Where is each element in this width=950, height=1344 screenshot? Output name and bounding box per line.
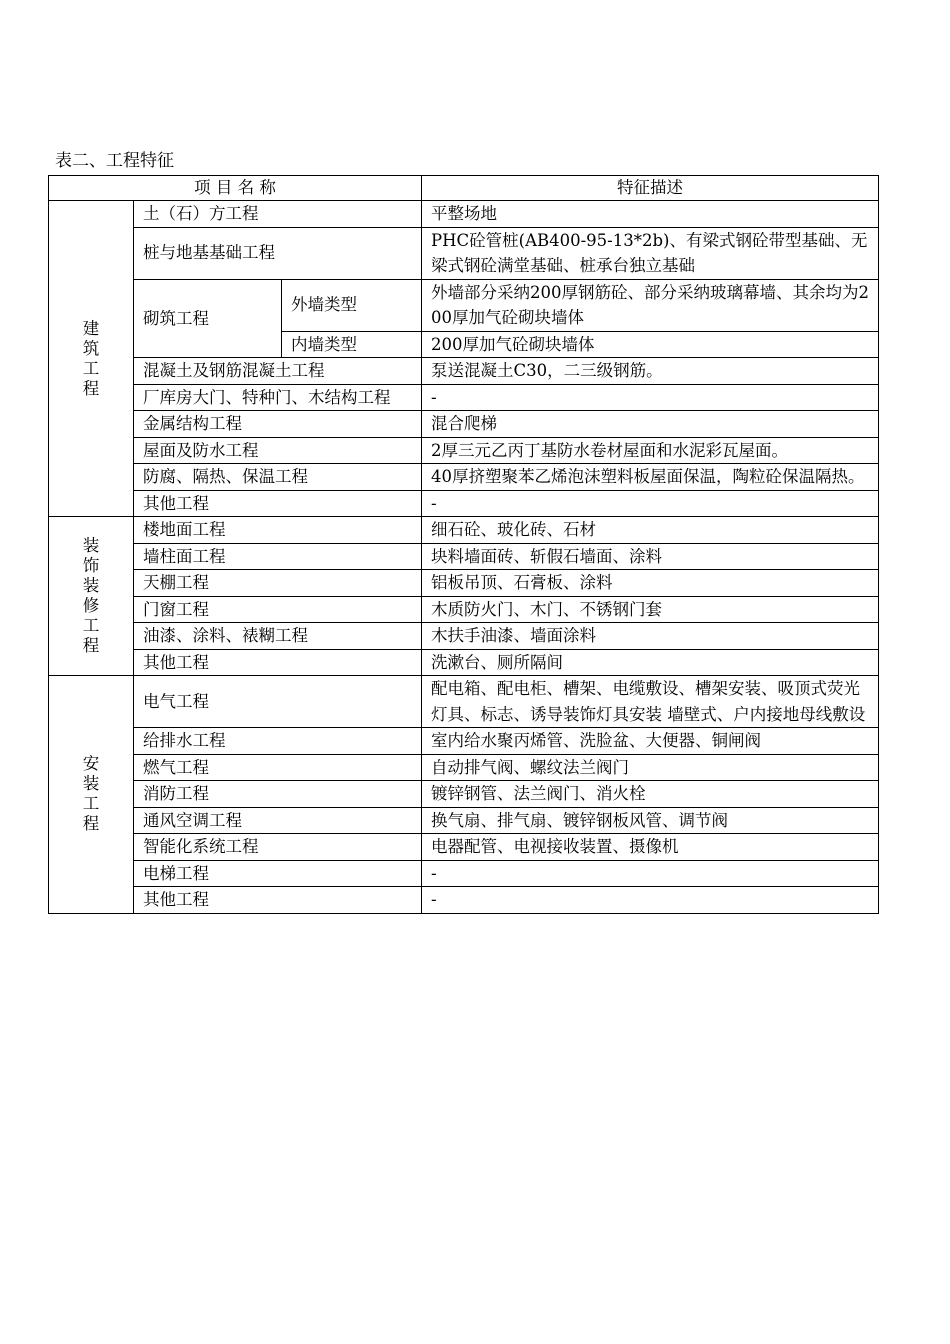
category-char: 装 xyxy=(82,774,100,794)
category-char: 修 xyxy=(82,596,100,615)
item-desc: PHC砼管桩(AB400-95-13*2b)、有梁式钢砼带型基础、无梁式钢砼满堂基础、桩承台独立基础 xyxy=(422,227,879,279)
item-desc: 平整场地 xyxy=(422,201,879,228)
category-installation xyxy=(49,676,134,914)
table-row xyxy=(49,860,879,887)
table-row xyxy=(49,596,879,623)
category-char: 工 xyxy=(82,794,100,814)
category-char: 工 xyxy=(82,358,100,378)
item-name: 通风空调工程 xyxy=(134,807,422,834)
item-name: 消防工程 xyxy=(134,781,422,808)
category-char: 安 xyxy=(82,754,100,774)
item-desc: - xyxy=(422,860,879,887)
table-row xyxy=(49,384,879,411)
item-name: 土（石）方工程 xyxy=(134,201,422,228)
item-name: 楼地面工程 xyxy=(134,517,422,544)
category-char: 筑 xyxy=(82,338,100,358)
table-row xyxy=(49,781,879,808)
category-building xyxy=(49,201,134,517)
table-row xyxy=(49,570,879,597)
header-feature-desc: 特征描述 xyxy=(422,176,879,201)
category-char: 装 xyxy=(82,576,100,595)
item-name: 电梯工程 xyxy=(134,860,422,887)
item-name: 其他工程 xyxy=(134,649,422,676)
item-desc: 木扶手油漆、墙面涂料 xyxy=(422,623,879,650)
table-header-row xyxy=(49,176,879,201)
table-row xyxy=(49,834,879,861)
header-item-name: 项 目 名 称 xyxy=(49,176,422,201)
table-caption: 表二、工程特征 xyxy=(55,151,174,171)
table-row xyxy=(49,201,879,228)
item-name: 智能化系统工程 xyxy=(134,834,422,861)
table-row xyxy=(49,807,879,834)
table-row xyxy=(49,490,879,517)
table-row xyxy=(49,543,879,570)
project-features-table xyxy=(48,175,879,914)
item-desc: 外墙部分采纳200厚钢筋砼、部分采纳玻璃幕墙、其余均为200厚加气砼砌块墙体 xyxy=(422,279,879,331)
table-row xyxy=(49,676,879,728)
item-name: 砌筑工程 xyxy=(134,279,282,358)
item-desc: 200厚加气砼砌块墙体 xyxy=(422,331,879,358)
category-decoration xyxy=(49,517,134,676)
item-name: 屋面及防水工程 xyxy=(134,437,422,464)
sub-item-name: 内墙类型 xyxy=(282,331,422,358)
item-desc: - xyxy=(422,490,879,517)
item-name: 厂库房大门、特种门、木结构工程 xyxy=(134,384,422,411)
table-row xyxy=(49,649,879,676)
item-desc: 镀锌钢管、法兰阀门、消火栓 xyxy=(422,781,879,808)
item-desc: 泵送混凝土C30，二三级钢筋。 xyxy=(422,358,879,385)
category-char: 饰 xyxy=(82,556,100,575)
category-char: 装 xyxy=(82,536,100,555)
item-desc: 自动排气阀、螺纹法兰阀门 xyxy=(422,754,879,781)
item-desc: 块料墙面砖、斩假石墙面、涂料 xyxy=(422,543,879,570)
table-row xyxy=(49,358,879,385)
item-desc: 混合爬梯 xyxy=(422,411,879,438)
table-row xyxy=(49,728,879,755)
item-desc: 铝板吊顶、石膏板、涂料 xyxy=(422,570,879,597)
category-char: 程 xyxy=(82,378,100,398)
item-desc: 换气扇、排气扇、镀锌钢板风管、调节阀 xyxy=(422,807,879,834)
table-row xyxy=(49,517,879,544)
category-char: 工 xyxy=(82,616,100,635)
category-char: 程 xyxy=(82,636,100,655)
table-row xyxy=(49,437,879,464)
item-desc: 电器配管、电视接收装置、摄像机 xyxy=(422,834,879,861)
item-name: 防腐、隔热、保温工程 xyxy=(134,464,422,491)
item-desc: 配电箱、配电柜、槽架、电缆敷设、槽架安装、吸顶式荧光灯具、标志、诱导装饰灯具安装 墙壁式、户内接地母线敷设 xyxy=(422,676,879,728)
item-name: 天棚工程 xyxy=(134,570,422,597)
category-char: 建 xyxy=(82,318,100,338)
item-name: 电气工程 xyxy=(134,676,422,728)
item-desc: 细石砼、玻化砖、石材 xyxy=(422,517,879,544)
item-name: 桩与地基基础工程 xyxy=(134,227,422,279)
item-name: 墙柱面工程 xyxy=(134,543,422,570)
sub-item-name: 外墙类型 xyxy=(282,279,422,331)
table-row xyxy=(49,754,879,781)
table-row xyxy=(49,227,879,279)
item-name: 其他工程 xyxy=(134,490,422,517)
item-name: 混凝土及钢筋混凝土工程 xyxy=(134,358,422,385)
table-row xyxy=(49,887,879,914)
table-row xyxy=(49,279,879,331)
item-name: 其他工程 xyxy=(134,887,422,914)
table-row xyxy=(49,411,879,438)
table-row xyxy=(49,623,879,650)
item-name: 门窗工程 xyxy=(134,596,422,623)
item-name: 给排水工程 xyxy=(134,728,422,755)
item-desc: 2厚三元乙丙丁基防水卷材屋面和水泥彩瓦屋面。 xyxy=(422,437,879,464)
item-name: 燃气工程 xyxy=(134,754,422,781)
item-desc: - xyxy=(422,384,879,411)
table-row xyxy=(49,464,879,491)
category-char: 程 xyxy=(82,814,100,834)
item-name: 油漆、涂料、裱糊工程 xyxy=(134,623,422,650)
item-desc: 洗漱台、厕所隔间 xyxy=(422,649,879,676)
item-desc: 40厚挤塑聚苯乙烯泡沫塑料板屋面保温，陶粒砼保温隔热。 xyxy=(422,464,879,491)
item-desc: 木质防火门、木门、不锈钢门套 xyxy=(422,596,879,623)
item-desc: 室内给水聚丙烯管、洗脸盆、大便器、铜闸阀 xyxy=(422,728,879,755)
item-name: 金属结构工程 xyxy=(134,411,422,438)
item-desc: - xyxy=(422,887,879,914)
